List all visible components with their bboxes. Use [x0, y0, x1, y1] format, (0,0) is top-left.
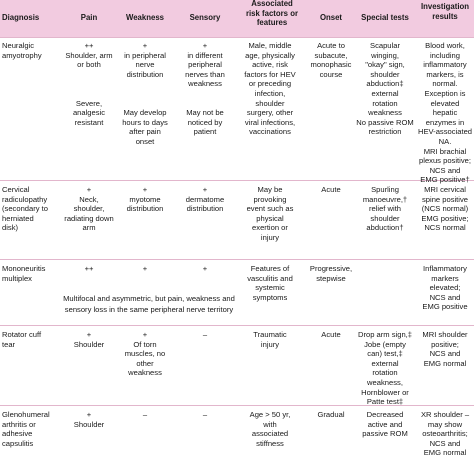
row2-onset: Acute — [321, 185, 341, 194]
row2-diagnosis: Cervical radiculopathy (secondary to herniated disk) — [2, 185, 49, 233]
row5-diagnosis: Glenohumeral arthritis or adhesive capsulitis — [2, 410, 50, 448]
header-sensory: Sensory — [189, 13, 221, 22]
row1-pain: ++ Shoulder, arm or both Severe, analgesic resistant — [65, 41, 113, 127]
row3-weakness: + — [142, 264, 148, 273]
row5-onset: Gradual — [317, 410, 345, 419]
row5-pain: + Shoulder — [73, 410, 105, 429]
row-divider — [0, 37, 474, 38]
row4-special-tests: Drop arm sign,‡ Jobe (empty can) test,‡ external rotation weakness, Hornblower or Patte test‡ — [357, 330, 413, 407]
header-investigation: Investigation results — [420, 2, 470, 21]
header-pain: Pain — [80, 13, 98, 22]
row4-onset: Acute — [321, 330, 341, 339]
header-diagnosis: Diagnosis — [2, 13, 40, 22]
row-divider — [0, 259, 474, 260]
header-risk-factors: Associated risk factors or features — [245, 0, 298, 28]
row1-investigation: Blood work, including inflammatory markers, is normal. Exception is elevated hepatic enzymes in HEV-associated NA. MRI brachial plexus positive; NCS and EMG positive† — [417, 41, 473, 185]
header-weakness: Weakness — [126, 13, 164, 22]
row4-risk: Traumatic injury — [253, 330, 287, 349]
row3-risk: Features of vasculitis and systemic symptoms — [247, 264, 293, 302]
header-special-tests: Special tests — [361, 13, 409, 22]
row1-sensory: + in different peripheral nerves than weakness May not be noticed by patient — [185, 41, 225, 137]
row5-sensory: – — [202, 410, 208, 419]
row1-diagnosis: Neuralgic amyotrophy — [2, 41, 42, 60]
row2-investigation: MRI cervical spine positive (NCS normal) EMG positive; NCS normal — [421, 185, 469, 233]
row2-special-tests: Spurling manoeuvre,† relief with shoulder abduction† — [362, 185, 408, 233]
row5-risk: Age > 50 yr, with associated stiffness — [249, 410, 291, 448]
row2-risk: May be provoking event such as physical exertion or injury — [246, 185, 294, 242]
row1-special-tests: Scapular winging, "okay" sign, shoulder abduction‡ external rotation weakness No passive ROM restriction — [356, 41, 414, 137]
row2-weakness: + myotome distribution — [126, 185, 164, 214]
row5-special-tests: Decreased active and passive ROM — [362, 410, 408, 439]
row-divider — [0, 325, 474, 326]
row4-pain: + Shoulder — [73, 330, 105, 349]
row5-investigation: XR shoulder – may show osteoarthritis; NCS and EMG normal — [420, 410, 470, 458]
header-onset: Onset — [319, 13, 343, 22]
row4-diagnosis: Rotator cuff tear — [2, 330, 42, 349]
row3-spanning-note: Multifocal and asymmetric, but pain, weakness and sensory loss in the same peripheral nerve territory — [63, 294, 235, 314]
row3-pain: ++ — [84, 264, 94, 273]
row4-weakness: + Of torn muscles, no other weakness — [124, 330, 166, 378]
row3-onset: Progressive, stepwise — [309, 264, 353, 283]
row3-diagnosis: Mononeuritis multiplex — [2, 264, 46, 283]
row3-sensory: + — [202, 264, 208, 273]
row-divider — [0, 180, 474, 181]
row2-pain: + Neck, shoulder, radiating down arm — [64, 185, 114, 233]
row3-investigation: Inflammatory markers elevated; NCS and EMG positive — [422, 264, 468, 312]
row1-onset: Acute to subacute, monophasic course — [310, 41, 352, 79]
row2-sensory: + dermatome distribution — [185, 185, 225, 214]
row1-weakness: + in peripheral nerve distribution May develop hours to days after pain onset — [122, 41, 168, 146]
row5-weakness: – — [142, 410, 148, 419]
row1-risk: Male, middle age, physically active, risk factors for HEV or preceding infection, shoulder surgery, other viral infections, vaccinations — [244, 41, 296, 137]
row4-investigation: MRI shoulder positive; NCS and EMG normal — [422, 330, 468, 368]
row4-sensory: – — [202, 330, 208, 339]
